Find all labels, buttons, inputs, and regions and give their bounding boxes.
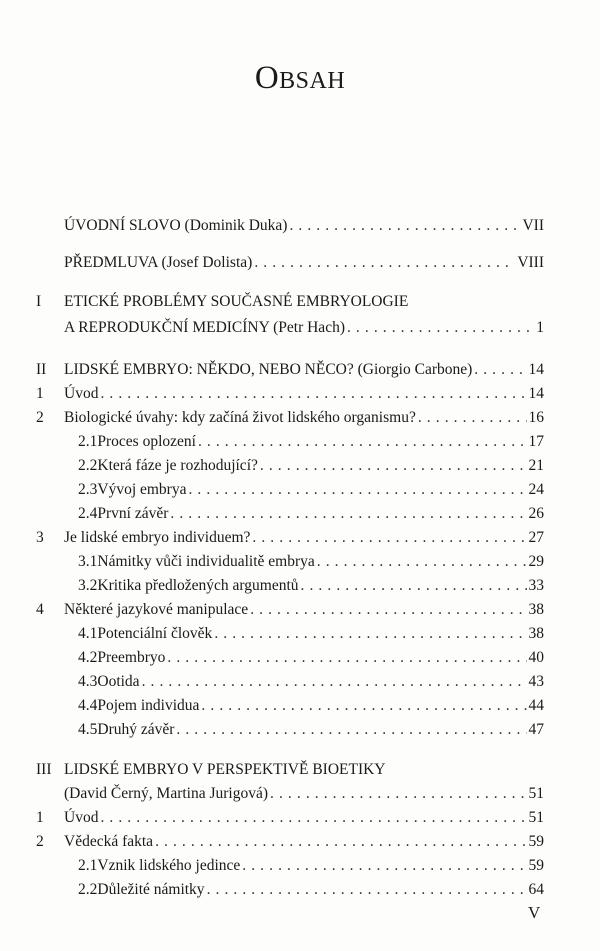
entry-subnumber: 4.3 xyxy=(78,673,98,690)
dot-leader xyxy=(301,575,527,597)
dot-leader xyxy=(142,671,527,693)
entry-subnumber: 4.5 xyxy=(78,721,98,738)
dot-leader xyxy=(188,479,526,501)
toc-entry[interactable] xyxy=(64,855,544,877)
toc-entry[interactable] xyxy=(64,575,544,597)
entry-subnumber: 2.2 xyxy=(78,457,98,474)
toc-entry[interactable] xyxy=(64,695,544,717)
entry-title: Je lidské embryo individuem? xyxy=(64,529,251,546)
dot-leader xyxy=(201,695,526,717)
dot-leader xyxy=(474,359,526,381)
entry-subnumber: 2.2 xyxy=(78,881,98,898)
entry-page: 59 xyxy=(528,857,544,874)
entry-title: Pojem individua xyxy=(97,697,200,714)
entry-subnumber: 2.3 xyxy=(78,481,98,498)
dot-leader xyxy=(100,383,526,405)
entry-page: 51 xyxy=(528,785,544,802)
toc-entry[interactable] xyxy=(64,783,544,805)
entry-title: Úvod xyxy=(64,809,99,826)
entry-title: ÚVODNÍ SLOVO (Dominik Duka) xyxy=(64,217,288,234)
toc-entry[interactable] xyxy=(64,252,544,274)
toc-entry[interactable] xyxy=(64,503,544,525)
toc-entry[interactable] xyxy=(36,291,544,313)
entry-page: VII xyxy=(522,217,544,234)
entry-subnumber: 2.4 xyxy=(78,505,98,522)
dot-leader xyxy=(260,455,527,477)
entry-page: 38 xyxy=(528,625,544,642)
dot-leader xyxy=(170,503,526,525)
page-title xyxy=(0,60,600,97)
entry-title: Potenciální člověk xyxy=(97,625,213,642)
entry-subnumber: 4.2 xyxy=(78,649,98,666)
dot-leader xyxy=(207,879,527,901)
entry-page: 14 xyxy=(528,361,544,378)
entry-page: 24 xyxy=(528,481,544,498)
dot-leader xyxy=(252,527,526,549)
entry-title: Důležité námitky xyxy=(97,881,205,898)
entry-number: II xyxy=(36,361,47,378)
entry-title: Vědecká fakta xyxy=(64,833,154,850)
entry-number: 3 xyxy=(36,529,44,546)
entry-title: (David Černý, Martina Jurigová) xyxy=(64,785,269,802)
dot-leader xyxy=(167,647,526,669)
entry-page: 14 xyxy=(528,385,544,402)
entry-number: 1 xyxy=(36,385,44,402)
dot-leader xyxy=(176,719,526,741)
toc-entry[interactable] xyxy=(36,807,544,829)
entry-title: Vývoj embrya xyxy=(97,481,187,498)
entry-title: Vznik lidského jedince xyxy=(97,857,241,874)
entry-subnumber: 2.1 xyxy=(78,433,98,450)
toc-entry[interactable] xyxy=(64,455,544,477)
toc-entry[interactable] xyxy=(36,599,544,621)
entry-subnumber: 3.2 xyxy=(78,577,98,594)
toc-entry[interactable] xyxy=(36,359,544,381)
entry-title: Ootida xyxy=(97,673,140,690)
entry-title: Druhý závěr xyxy=(97,721,175,738)
dot-leader xyxy=(270,783,526,805)
entry-number: III xyxy=(36,761,52,778)
entry-page: 27 xyxy=(528,529,544,546)
entry-title: Kritika předložených argumentů xyxy=(97,577,299,594)
entry-page: 17 xyxy=(528,433,544,450)
toc-entry[interactable] xyxy=(64,431,544,453)
entry-number: 2 xyxy=(36,833,44,850)
entry-page: 1 xyxy=(536,319,544,336)
toc-entry[interactable] xyxy=(36,759,544,781)
entry-page: 43 xyxy=(528,673,544,690)
toc-entry[interactable] xyxy=(64,479,544,501)
entry-page: 26 xyxy=(528,505,544,522)
entry-title: Biologické úvahy: kdy začíná život lidského organismu? xyxy=(64,409,416,426)
entry-title: Námitky vůči individualitě embrya xyxy=(97,553,315,570)
entry-subnumber: 4.1 xyxy=(78,625,98,642)
toc-entry[interactable] xyxy=(64,647,544,669)
entry-number: 1 xyxy=(36,809,44,826)
entry-page: 38 xyxy=(528,601,544,618)
entry-page: 16 xyxy=(528,409,544,426)
dot-leader xyxy=(317,551,527,573)
entry-page: 59 xyxy=(528,833,544,850)
entry-title: První závěr xyxy=(97,505,169,522)
entry-title: Proces oplození xyxy=(97,433,196,450)
entry-page: 64 xyxy=(528,881,544,898)
entry-page: 29 xyxy=(528,553,544,570)
entry-number: 4 xyxy=(36,601,44,618)
entry-number: 2 xyxy=(36,409,44,426)
entry-page: 33 xyxy=(528,577,544,594)
dot-leader xyxy=(254,252,515,274)
dot-leader xyxy=(100,807,526,829)
entry-title: A REPRODUKČNÍ MEDICÍNY (Petr Hach) xyxy=(64,319,345,336)
toc-entry[interactable] xyxy=(64,317,544,339)
entry-title: LIDSKÉ EMBRYO V PERSPEKTIVĚ BIOETIKY xyxy=(64,761,386,778)
entry-subnumber: 4.4 xyxy=(78,697,98,714)
dot-leader xyxy=(198,431,527,453)
entry-title: Úvod xyxy=(64,385,99,402)
entry-page: 40 xyxy=(528,649,544,666)
toc-entry[interactable] xyxy=(64,879,544,901)
entry-page: 44 xyxy=(528,697,544,714)
entry-page: 47 xyxy=(528,721,544,738)
toc-entry[interactable] xyxy=(36,383,544,405)
dot-leader xyxy=(155,831,526,853)
entry-number: I xyxy=(36,293,42,310)
entry-page: 51 xyxy=(528,809,544,826)
entry-title: Některé jazykové manipulace xyxy=(64,601,249,618)
toc-entry[interactable] xyxy=(36,407,544,429)
entry-subnumber: 3.1 xyxy=(78,553,98,570)
dot-leader xyxy=(347,317,534,339)
toc-entry[interactable] xyxy=(64,551,544,573)
page-number: V xyxy=(528,903,541,922)
dot-leader xyxy=(418,407,527,429)
toc-entry[interactable] xyxy=(64,623,544,645)
entry-title: Preembryo xyxy=(97,649,166,666)
entry-title: ETICKÉ PROBLÉMY SOUČASNÉ EMBRYOLOGIE xyxy=(64,293,409,310)
dot-leader xyxy=(250,599,526,621)
title-rest: BSAH xyxy=(279,68,346,94)
entry-page: 21 xyxy=(528,457,544,474)
toc-entry[interactable] xyxy=(64,215,544,237)
entry-subnumber: 2.1 xyxy=(78,857,98,874)
entry-title: PŘEDMLUVA (Josef Dolista) xyxy=(64,254,253,271)
toc-entry[interactable] xyxy=(36,527,544,549)
toc-entry[interactable] xyxy=(64,719,544,741)
entry-page: VIII xyxy=(517,254,544,271)
toc-entry[interactable] xyxy=(36,831,544,853)
dot-leader xyxy=(214,623,526,645)
dot-leader xyxy=(242,855,526,877)
dot-leader xyxy=(289,215,520,237)
title-initial: O xyxy=(254,60,280,96)
toc-entry[interactable] xyxy=(64,671,544,693)
entry-title: Která fáze je rozhodující? xyxy=(97,457,258,474)
entry-title: LIDSKÉ EMBRYO: NĚKDO, NEBO NĚCO? (Giorgio Carbone) xyxy=(64,361,473,378)
